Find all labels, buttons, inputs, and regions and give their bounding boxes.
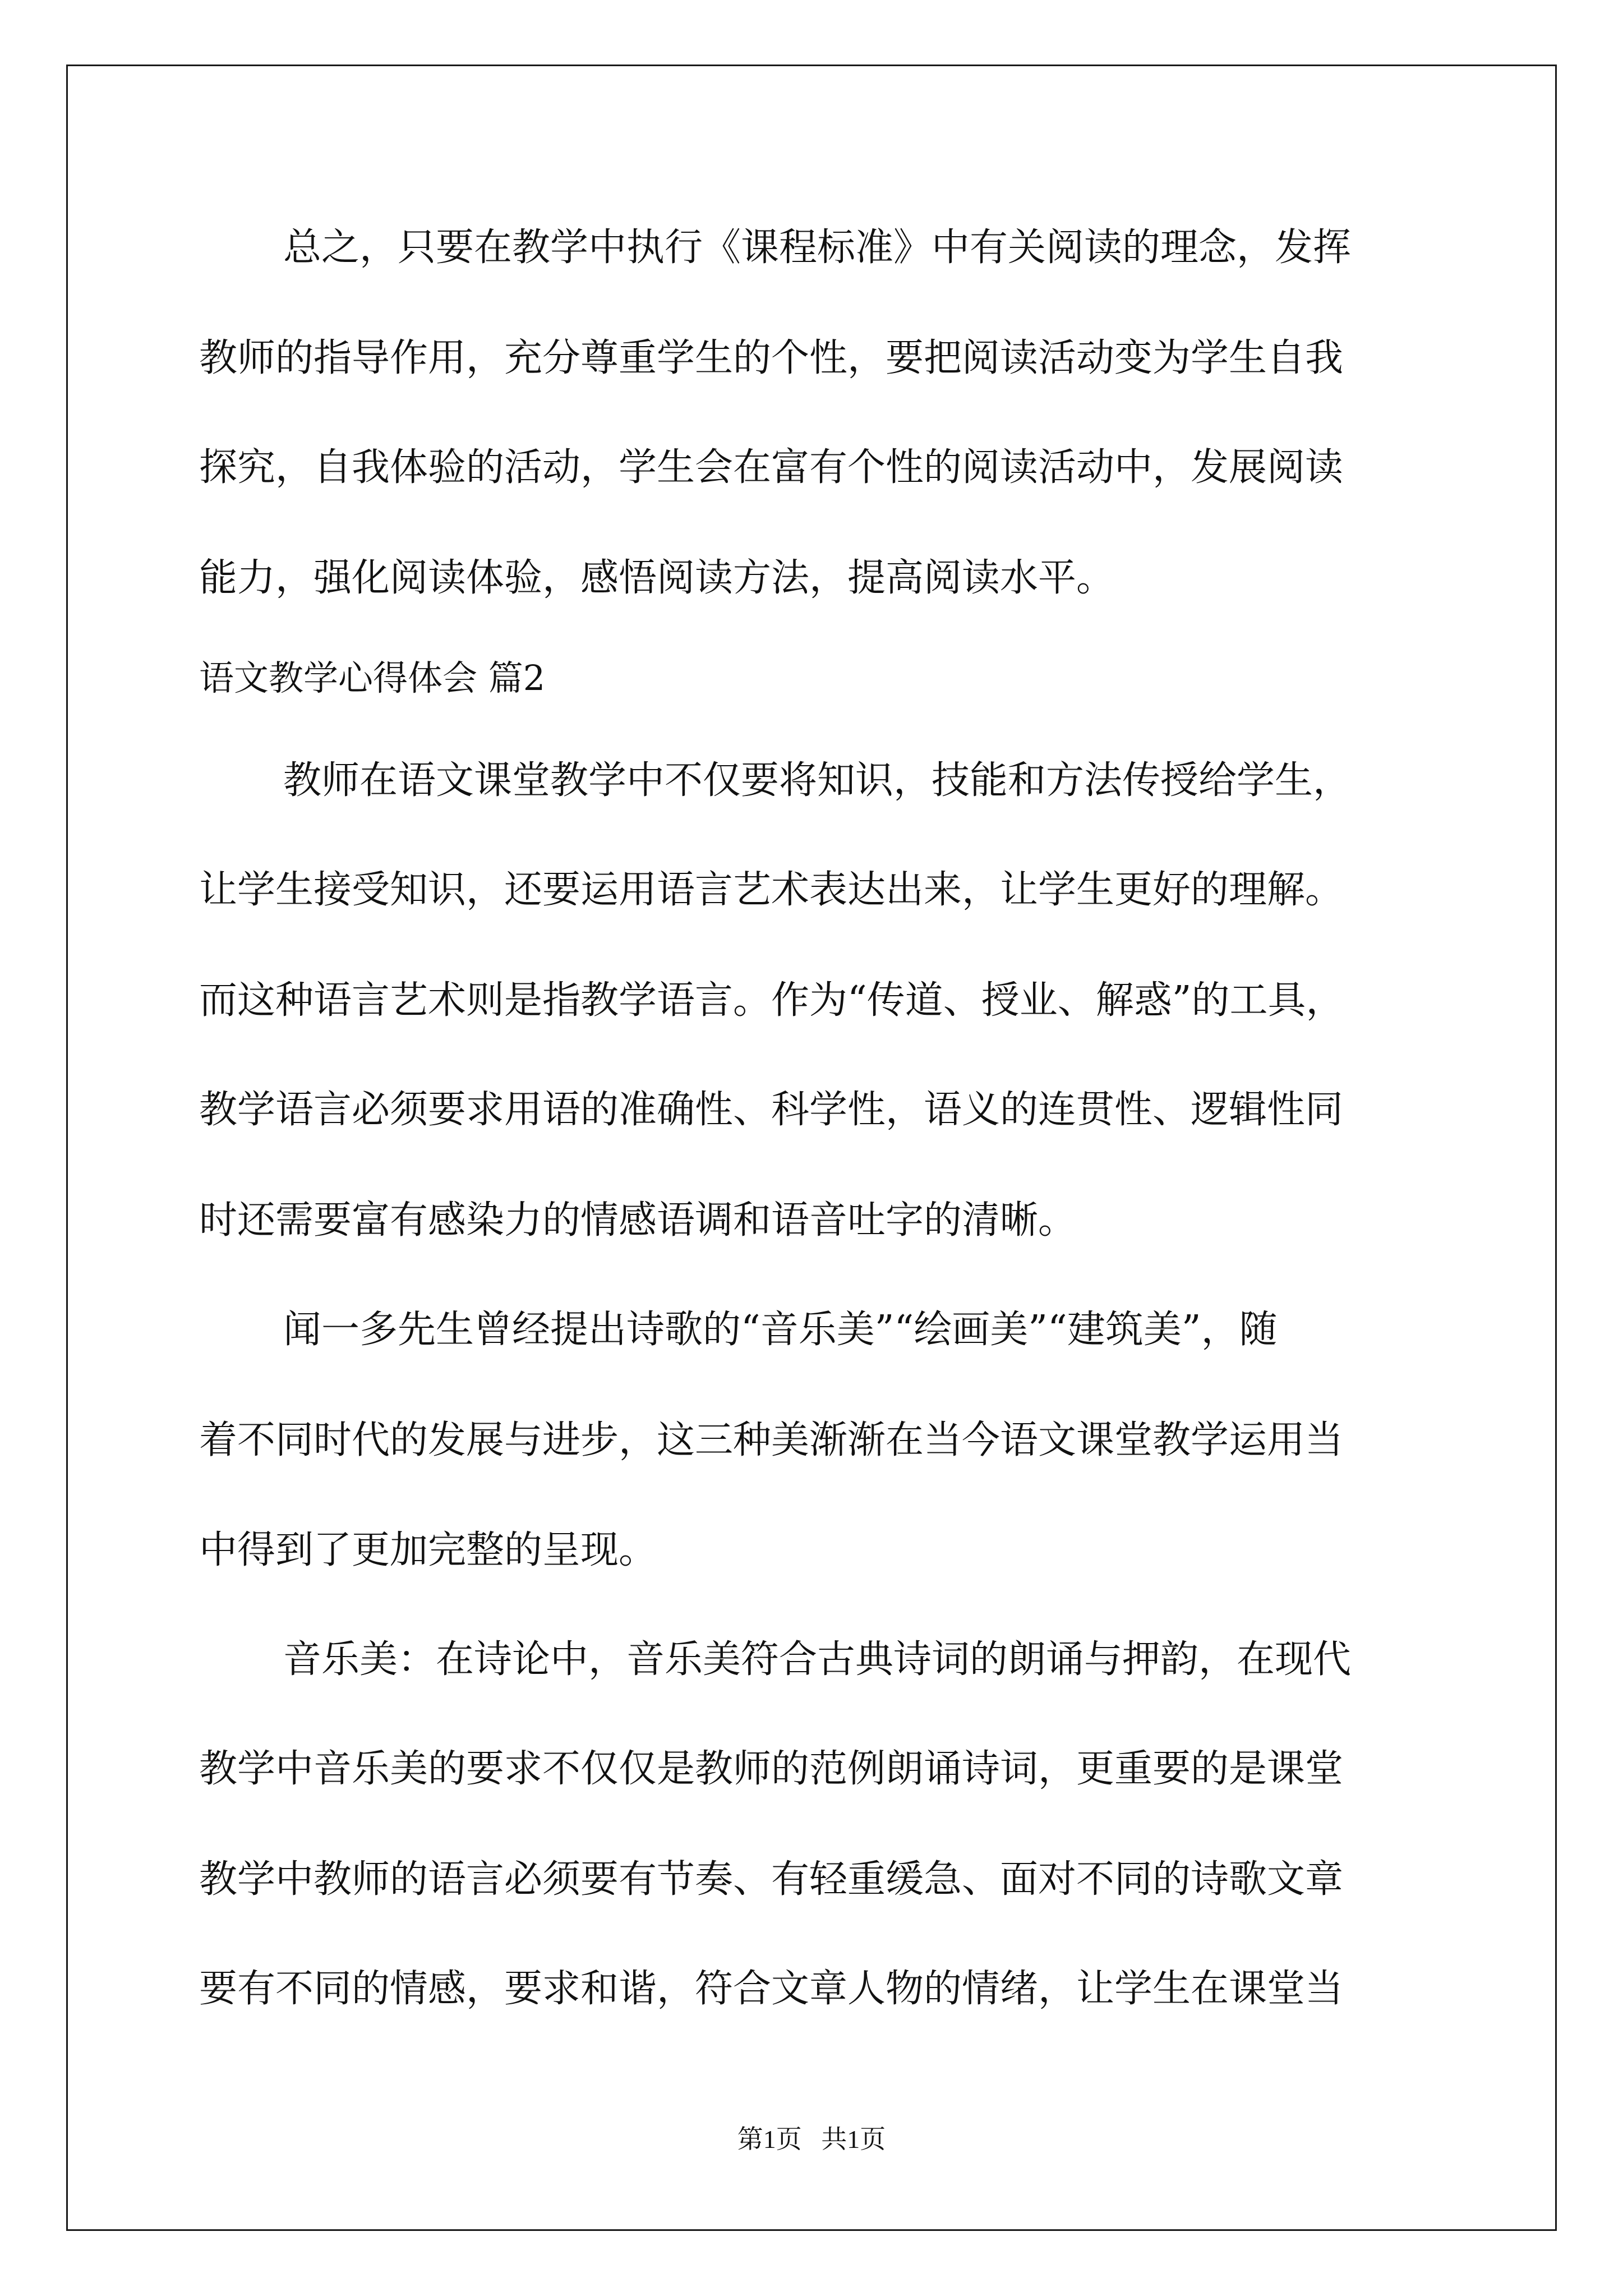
paragraph-line: 音乐美：在诗论中，音乐美符合古典诗词的朗诵与押韵，在现代 <box>283 1637 1352 1682</box>
paragraph-line: 让学生接受知识，还要运用语言艺术表达出来，让学生更好的理解。 <box>199 868 1344 912</box>
paragraph-line: 时还需要富有感染力的情感语调和语音吐字的清晰。 <box>199 1198 1077 1243</box>
paragraph-line: 教师的指导作用，充分尊重学生的个性，要把阅读活动变为学生自我 <box>199 336 1344 380</box>
section-heading: 语文教学心得体会 篇2 <box>199 657 546 698</box>
paragraph-line: 探究，自我体验的活动，学生会在富有个性的阅读活动中，发展阅读 <box>199 445 1344 490</box>
paragraph-line: 而这种语言艺术则是指教学语言。作为“传道、授业、解惑”的工具， <box>199 978 1344 1023</box>
paragraph-line: 中得到了更加完整的呈现。 <box>199 1528 657 1572</box>
paragraph-line: 教学语言必须要求用语的准确性、科学性，语义的连贯性、逻辑性同 <box>199 1088 1344 1132</box>
paragraph-line: 教学中教师的语言必须要有节奏、有轻重缓急、面对不同的诗歌文章 <box>199 1857 1344 1902</box>
paragraph-line: 能力，强化阅读体验，感悟阅读方法，提高阅读水平。 <box>199 556 1115 600</box>
page-border <box>66 65 1557 2231</box>
paragraph-line: 总之，只要在教学中执行《课程标准》中有关阅读的理念，发挥 <box>283 226 1352 270</box>
paragraph-line: 要有不同的情感，要求和谐，符合文章人物的情绪，让学生在课堂当 <box>199 1967 1344 2011</box>
paragraph-line: 教学中音乐美的要求不仅仅是教师的范例朗诵诗词，更重要的是课堂 <box>199 1747 1344 1791</box>
paragraph-line: 闻一多先生曾经提出诗歌的“音乐美”“绘画美”“建筑美”，随 <box>283 1308 1278 1352</box>
page-number-footer: 第1页 共1页 <box>737 2125 886 2154</box>
paragraph-line: 教师在语文课堂教学中不仅要将知识，技能和方法传授给学生， <box>283 758 1352 803</box>
paragraph-line: 着不同时代的发展与进步，这三种美渐渐在当今语文课堂教学运用当 <box>199 1418 1344 1462</box>
